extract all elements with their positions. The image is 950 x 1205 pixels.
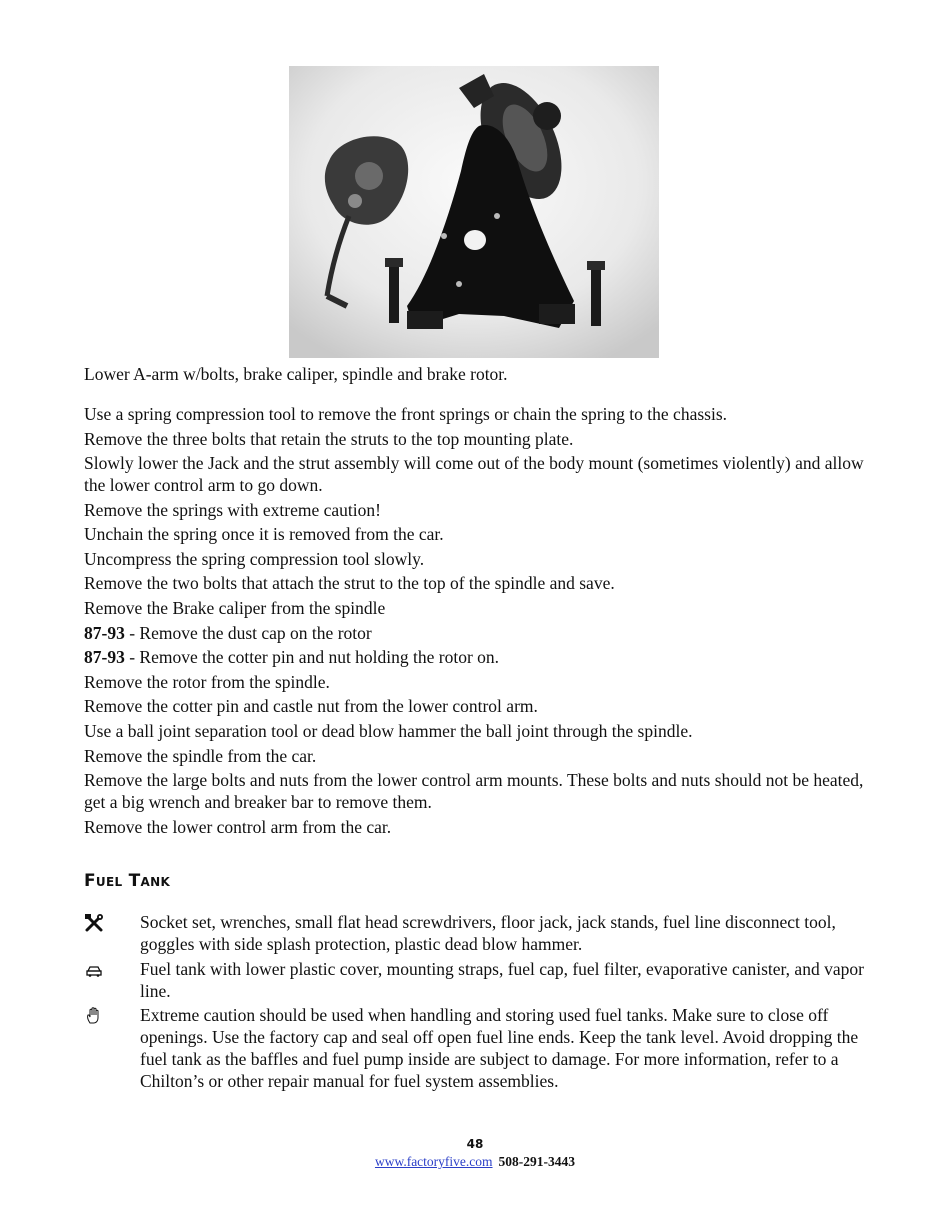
step-text: - Remove the cotter pin and nut holding the rotor on. [124,647,500,668]
model-year-label: 87-93 [84,622,125,643]
step-text: Unchain the spring once it is removed from the car. [84,524,444,545]
footer-contact [0,1154,950,1170]
step-item [84,695,884,717]
step-text: Remove the rotor from the spindle. [84,671,330,692]
step-item [84,403,884,425]
step-text: Remove the large bolts and nuts from the lower control arm mounts. These bolts and nuts should not be heated, get a big wrench and breaker bar to remove them. [84,770,864,813]
step-item [84,548,884,570]
step-text: Uncompress the spring compression tool slowly. [84,548,425,569]
step-text: Remove the spindle from the car. [84,745,317,766]
step-item [84,622,884,644]
step-text: Remove the springs with extreme caution! [84,499,381,520]
step-text: - Remove the dust cap on the rotor [124,622,372,643]
car-icon [84,960,104,980]
step-item [84,428,884,450]
step-item [84,646,884,668]
step-item [84,523,884,545]
caution-note [84,1004,884,1092]
step-item [84,745,884,767]
removal-steps-list [84,403,884,840]
step-item [84,597,884,619]
phone-number: 508-291-3443 [498,1154,576,1169]
step-text: Remove the lower control arm from the car. [84,816,392,837]
step-text: Remove the Brake caliper from the spindle [84,597,386,618]
parts-note-text: Fuel tank with lower plastic cover, mounting straps, fuel cap, fuel filter, evaporative canister, and vapor line. [140,958,864,1001]
page-number: 48 [466,1137,484,1151]
figure-caption: Lower A-arm w/bolts, brake caliper, spindle and brake rotor. [84,364,508,384]
hand-icon [84,1006,104,1026]
step-text: Use a ball joint separation tool or dead blow hammer the ball joint through the spindle. [84,720,693,741]
step-item [84,671,884,693]
section-title: Fuel Tank [84,871,171,891]
fuel-tank-notes [84,911,884,1095]
tools-note-text: Socket set, wrenches, small flat head screwdrivers, floor jack, jack stands, fuel line disconnect tool, goggles with side splash protection, plastic dead blow hammer. [140,912,836,954]
parts-note [84,958,884,1002]
step-item [84,499,884,521]
step-item [84,816,884,838]
step-text: Remove the two bolts that attach the strut to the top of the spindle and save. [84,573,615,594]
tools-note [84,911,884,955]
website-link[interactable]: www.factoryfive.com [374,1154,493,1169]
step-item [84,572,884,594]
step-item [84,769,884,813]
model-year-label: 87-93 [84,647,125,668]
step-text: Use a spring compression tool to remove the front springs or chain the spring to the chassis. [84,404,728,424]
step-text: Remove the cotter pin and castle nut from the lower control arm. [84,696,538,717]
step-item [84,720,884,742]
step-text: Remove the three bolts that retain the struts to the top mounting plate. [84,428,574,449]
step-text: Slowly lower the Jack and the strut assembly will come out of the body mount (sometimes violently) and allow the lower control arm to go down. [84,453,864,496]
caution-note-text: Extreme caution should be used when handling and storing used fuel tanks. Make sure to close off openings. Use the factory cap and seal off open fuel line ends. Keep the tank level. Avoid dropping the fuel tank as the baffles and fuel pump inside are subject to damage. For more information, refer to a Chilton’s or other repair manual for fuel system assemblies. [140,1005,859,1091]
step-item [84,452,884,496]
a-arm-photo [289,66,659,358]
tools-icon [84,913,104,933]
